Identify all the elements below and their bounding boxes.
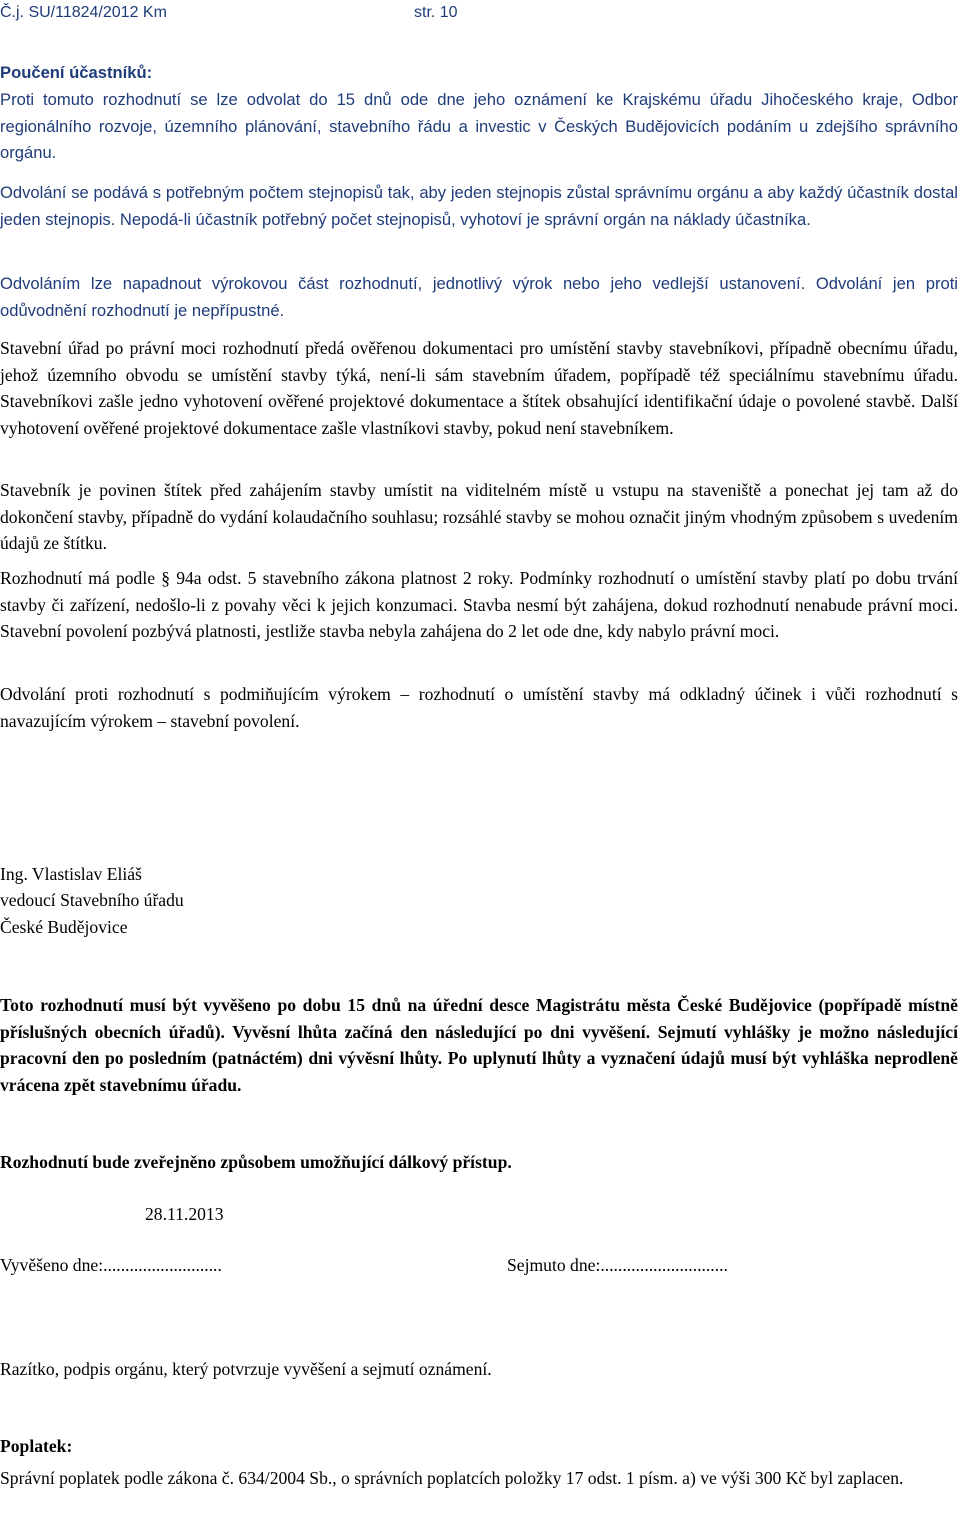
signatory-city: České Budějovice [0,917,128,937]
instructions-paragraph-6: Rozhodnutí má podle § 94a odst. 5 stavebního zákona platnost 2 roky. Podmínky rozhodnutí o umístění stavby platí po dobu trvání stavby či zařízení, nedošlo-li z povahy věci k jejich konzumaci. Stavba nesmí být zahájena, dokud rozhodnutí nenabude právní moci. Stavební povolení pozbývá platnosti, jestliže stavba nebyla zahájena do 2 let ode dne, kdy nabylo právní moci. [0,568,958,641]
instructions-paragraph-5: Stavebník je povinen štítek před zahájením stavby umístit na viditelném místě u vstupu na staveniště a ponechat jej tam až do dokončení stavby, případně do vydání kolaudačního souhlasu; rozsáhlé stavby se mohou označit jiným vhodným způsobem s uvedením údajů ze štítku. [0,480,958,553]
posting-notice: Toto rozhodnutí musí být vyvěšeno po dobu 15 dnů na úřední desce Magistrátu města České Budějovice (popřípadě místně příslušných obecních úřadů). Vyvěsní lhůta začíná den následující po dni vyvěšení. Sejmutí vyhlášky je možno následující pracovní den po posledním (patnáctém) dni vývěsní lhůty. Po uplynutí lhůty a vyznačení údajů musí být vyhláška neprodleně vrácena zpět stavebnímu úřadu. [0,995,958,1095]
removed-date-field: Sejmuto dne:............................. [507,1255,728,1275]
signatory-position: vedoucí Stavebního úřadu [0,890,184,910]
instructions-paragraph-4: Stavební úřad po právní moci rozhodnutí předá ověřenou dokumentaci pro umístění stavby stavebníkovi, případně obecnímu úřadu, jehož územního obvodu se umístění stavby týká, není-li sám stavebním úřadem, popřípadě též speciálnímu stavebnímu úřadu. Stavebníkovi zašle jedno vyhotovení ověřené projektové dokumentace a štítek obsahující identifikační údaje o povolené stavbě. Další vyhotovení ověřené projektové dokumentace zašle vlastníkovi stavby, pokud není stavebníkem. [0,338,958,438]
instructions-paragraph-2: Odvolání se podává s potřebným počtem stejnopisů tak, aby jeden stejnopis zůstal správnímu orgánu a aby každý účastník dostal jeden stejnopis. Nepodá-li účastník potřebný počet stejnopisů, vyhotoví je správní orgán na náklady účastníka. [0,183,958,229]
stamp-note: Razítko, podpis orgánu, který potvrzuje vyvěšení a sejmutí oznámení. [0,1359,492,1379]
instructions-heading: Poučení účastníků: [0,63,153,82]
fee-text: Správní poplatek podle zákona č. 634/2004 Sb., o správních poplatcích položky 17 odst. 1 písm. a) ve výši 300 Kč byl zaplacen. [0,1468,904,1488]
instructions-paragraph-7: Odvolání proti rozhodnutí s podmiňujícím výrokem – rozhodnutí o umístění stavby má odkladný účinek i vůči rozhodnutí s navazujícím výrokem – stavební povolení. [0,684,958,731]
posted-date-field: Vyvěšeno dne:........................... [0,1255,222,1275]
signatory-name: Ing. Vlastislav Eliáš [0,864,142,884]
page-number: str. 10 [414,4,458,21]
publication-notice: Rozhodnutí bude zveřejněno způsobem umožňující dálkový přístup. [0,1152,512,1172]
fee-heading: Poplatek: [0,1436,73,1456]
instructions-paragraph-1: Proti tomuto rozhodnutí se lze odvolat do 15 dnů ode dne jeho oznámení ke Krajskému úřadu Jihočeského kraje, Odbor regionálního rozvoje, územního plánování, stavebního řádu a investic v Českých Budějovicích podáním u zdejšího správního orgánu. [0,90,958,162]
instructions-paragraph-3: Odvoláním lze napadnout výrokovou část rozhodnutí, jednotlivý výrok nebo jeho vedlejší ustanovení. Odvolání jen proti odůvodnění rozhodnutí je nepřípustné. [0,274,958,320]
reference-number: Č.j. SU/11824/2012 Km [0,4,167,21]
document-date: 28.11.2013 [145,1204,224,1224]
